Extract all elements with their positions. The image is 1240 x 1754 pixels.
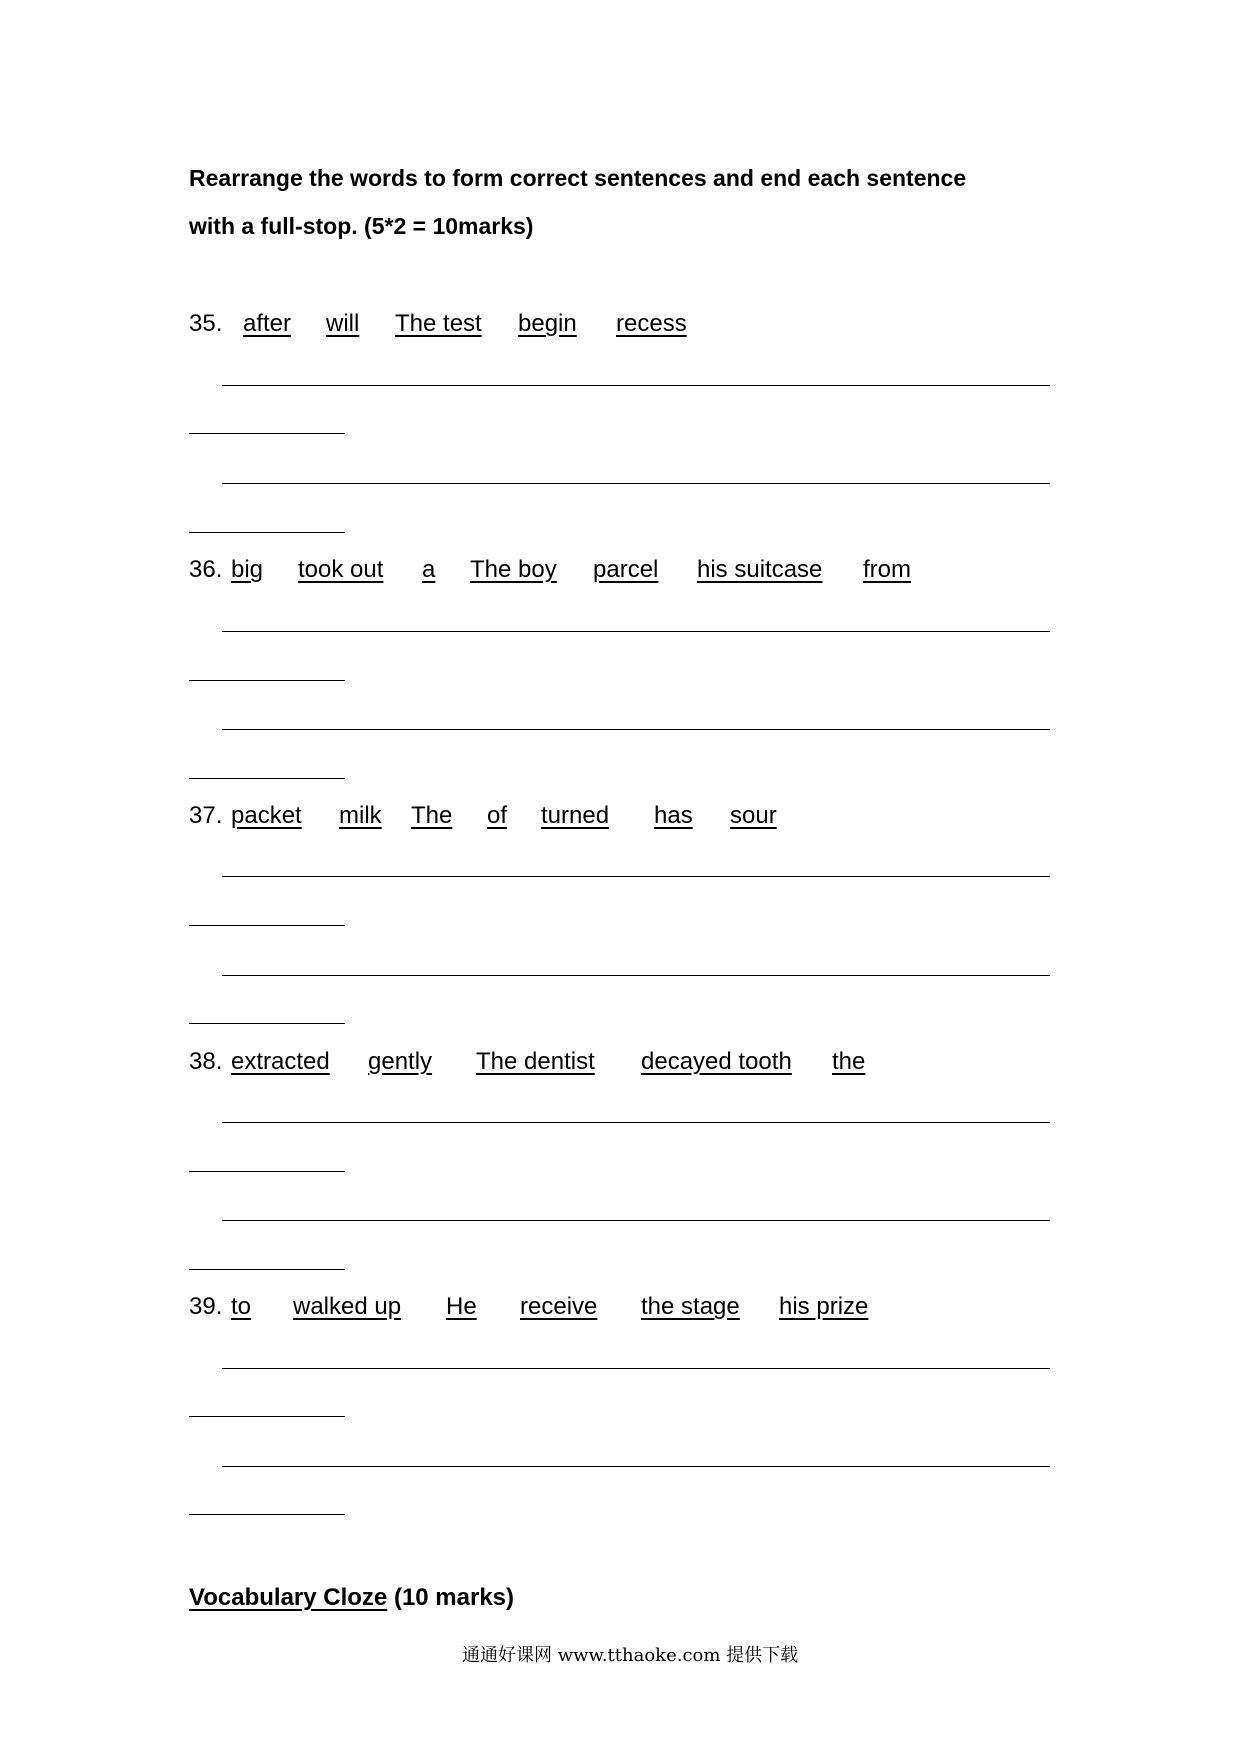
answer-line-end [189,532,345,533]
word-chip: milk [339,802,382,829]
word-chip: parcel [593,556,659,583]
answer-line [222,483,1050,484]
word-chip: will [326,310,360,337]
word-chip: the [832,1048,866,1075]
question-number: 36. [189,556,223,583]
question-number: 39. [189,1293,223,1320]
answer-line-end [189,778,345,779]
word-chip: his suitcase [697,556,823,583]
word-chip: packet [231,802,302,829]
answer-line [222,1368,1050,1369]
answer-line [222,385,1050,386]
answer-line-end [189,1416,345,1417]
section-heading [189,1584,514,1612]
answer-line [222,876,1050,877]
word-chip: of [487,802,508,829]
answer-line [222,729,1050,730]
word-chip: after [243,310,292,337]
answer-line [222,975,1050,976]
question-number: 35. [189,310,223,337]
answer-line [222,1466,1050,1467]
word-chip: turned [541,802,610,829]
question-number: 38. [189,1048,223,1075]
answer-line [222,1220,1050,1221]
word-chip: recess [616,310,687,337]
word-chip: The dentist [476,1048,595,1075]
word-chip: walked up [293,1293,402,1320]
answer-line [222,1122,1050,1123]
word-chip: receive [520,1293,598,1320]
answer-line-end [189,1514,345,1515]
answer-line-end [189,1269,345,1270]
word-chip: extracted [231,1048,330,1075]
word-chip: took out [298,556,384,583]
word-chip: decayed tooth [641,1048,792,1075]
section-title: Vocabulary Cloze [189,1584,388,1611]
word-chip: from [863,556,911,583]
answer-line-end [189,1171,345,1172]
word-chip: The [411,802,453,829]
word-chip: begin [518,310,577,337]
answer-line-end [189,925,345,926]
word-chip: to [231,1293,252,1320]
instructions-line-2: with a full-stop. (5*2 = 10marks) [189,213,534,239]
word-chip: sour [730,802,777,829]
footer-watermark: 通通好课网 www.tthaoke.com 提供下载 [462,1645,799,1666]
word-chip: his prize [779,1293,869,1320]
word-chip: big [231,556,264,583]
word-chip: the stage [641,1293,740,1320]
answer-line-end [189,680,345,681]
section-marks: (10 marks) [387,1584,515,1611]
word-chip: The boy [470,556,557,583]
answer-line [222,631,1050,632]
question-number: 37. [189,802,223,829]
answer-line-end [189,433,345,434]
word-chip: gently [368,1048,433,1075]
word-chip: has [654,802,693,829]
word-chip: a [422,556,436,583]
answer-line-end [189,1023,345,1024]
word-chip: He [446,1293,477,1320]
word-chip: The test [395,310,482,337]
instructions-line-1: Rearrange the words to form correct sentences and end each sentence [189,165,967,191]
